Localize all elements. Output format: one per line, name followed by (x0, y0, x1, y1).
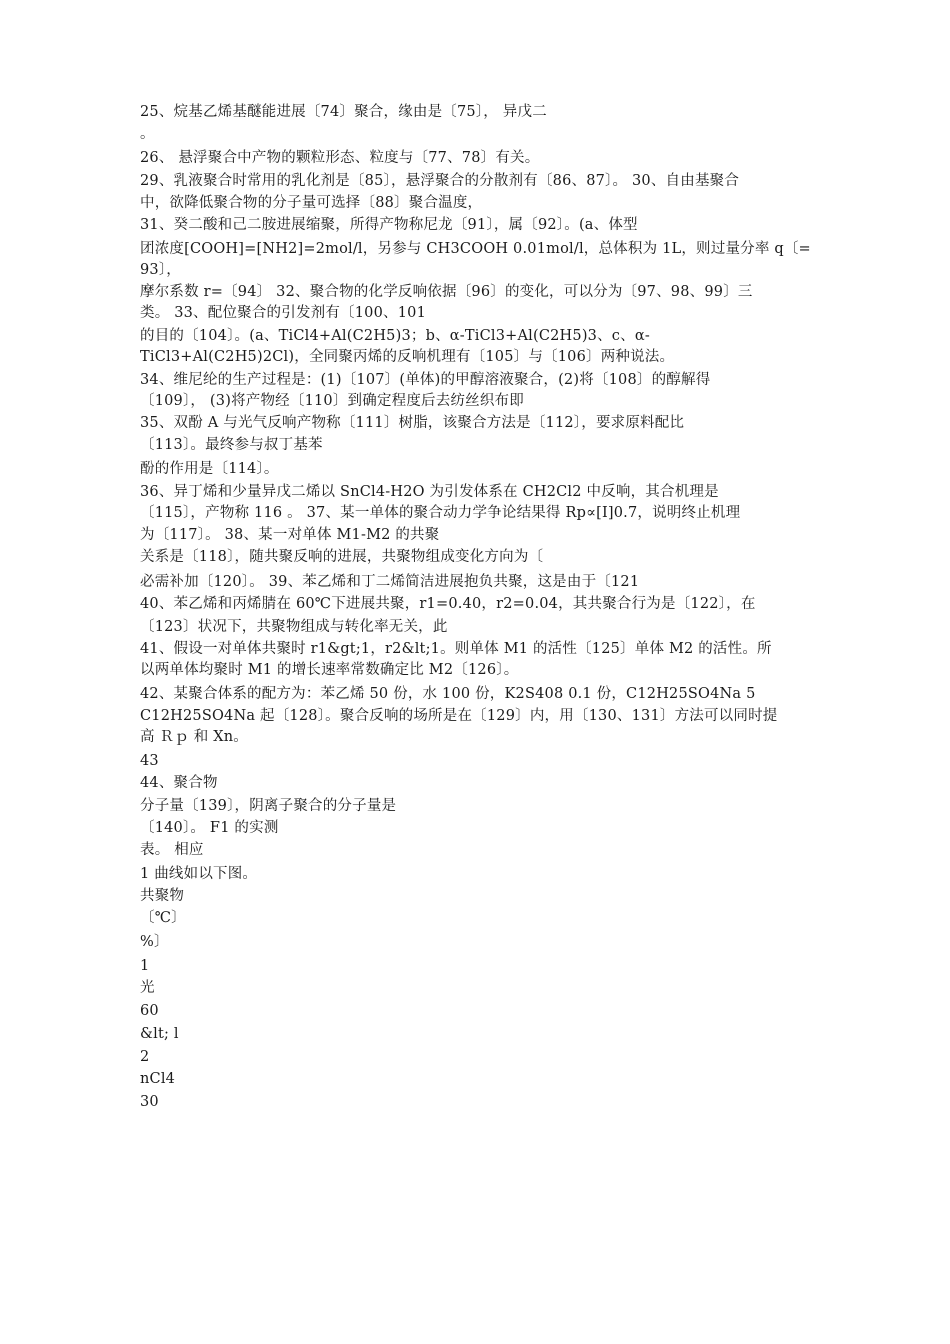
text-line: 为〔117〕。 38、某一对单体 M1-M2 的共聚 (140, 527, 440, 543)
text-line: 40、苯乙烯和丙烯腈在 60℃下进展共聚，r1=0.40，r2=0.04，其共聚合行为是〔122〕，在 (140, 596, 756, 612)
text-line: 44、聚合物 (140, 775, 218, 791)
text-line: 摩尔系数 r=〔94〕 32、聚合物的化学反响依据〔96〕的变化，可以分为〔97、98、99〕三 (140, 284, 753, 300)
text-line: 42、某聚合体系的配方为：苯乙烯 50 份，水 100 份，K2S408 0.1 份，C12H25SO4Na 5 (140, 686, 756, 702)
text-line: 必需补加〔120〕。 39、苯乙烯和丁二烯简洁进展抱负共聚，这是由于〔121 (140, 574, 640, 590)
text-line: 43 (140, 753, 159, 769)
text-line: 以两单体均聚时 M1 的增长速率常数确定比 M2〔126〕。 (140, 662, 519, 678)
text-line: 36、异丁烯和少量异戊二烯以 SnCl4-H2O 为引发体系在 CH2Cl2 中反响，其合机理是 (140, 484, 719, 500)
text-line: 〔113〕。最终参与叔丁基苯 (140, 437, 323, 453)
text-line: %〕 (140, 934, 169, 950)
text-line: 93〕， (140, 262, 182, 278)
text-line: 〔℃〕 (140, 910, 186, 926)
text-line: 表。 相应 (140, 842, 204, 858)
text-line: 的目的〔104〕。(a、TiCl4+Al(C2H5)3；b、α-TiCl3+Al(C2H5)3、c、α- (140, 328, 650, 344)
text-line: 共聚物 (140, 888, 185, 904)
text-line: 〔140〕。 F1 的实测 (140, 820, 279, 836)
text-line: 〔109〕， (3)将产物经〔110〕到确定程度后去纺丝织布即 (140, 393, 524, 409)
text-line: 〔115〕，产物称 116 。 37、某一单体的聚合动力学争论结果得 Rp∝[I]0.7，说明终止机理 (140, 505, 741, 521)
text-line: 2 (140, 1049, 150, 1065)
text-line: 31、癸二酸和己二胺进展缩聚，所得产物称尼龙〔91〕，属〔92〕。(a、体型 (140, 217, 638, 233)
text-line: 41、假设一对单体共聚时 r1&gt;1，r2&lt;1。则单体 M1 的活性〔125〕单体 M2 的活性。所 (140, 641, 772, 657)
text-line: 关系是〔118〕，随共聚反响的进展，共聚物组成变化方向为〔 (140, 549, 544, 565)
text-line: 25、烷基乙烯基醚能进展〔74〕聚合，缘由是〔75〕， 异戊二 (140, 104, 547, 120)
text-line: nCl4 (140, 1071, 176, 1087)
text-line: 26、 悬浮聚合中产物的颗粒形态、粒度与〔77、78〕有关。 (140, 150, 540, 166)
text-line: &lt; l (140, 1026, 179, 1042)
text-line: 29、乳液聚合时常用的乳化剂是〔85〕，悬浮聚合的分散剂有〔86、87〕。 30、自由基聚合 (140, 173, 740, 189)
text-line: 30 (140, 1094, 159, 1110)
text-line: 34、维尼纶的生产过程是：(1)〔107〕(单体)的甲醇溶液聚合，(2)将〔108〕的醇解得 (140, 372, 711, 388)
text-line: 团浓度[COOH]=[NH2]=2mol/l，另参与 CH3COOH 0.01mol/l，总体积为 1L，则过量分率 q〔= (140, 241, 811, 257)
text-line: 〔123〕状况下，共聚物组成与转化率无关，此 (140, 619, 448, 635)
text-line: C12H25SO4Na 起〔128〕。聚合反响的场所是在〔129〕内，用〔130、131〕方法可以同时提 (140, 708, 778, 724)
text-line: 类。 33、配位聚合的引发剂有〔100、101 (140, 305, 427, 321)
text-line: 中，欲降低聚合物的分子量可选择〔88〕聚合温度， (140, 195, 483, 211)
text-line: 。 (140, 126, 155, 142)
text-line: 分子量〔139〕，阴离子聚合的分子量是 (140, 798, 397, 814)
text-line: 35、双酚 A 与光气反响产物称〔111〕树脂，该聚合方法是〔112〕，要求原料配比 (140, 415, 685, 431)
text-line: 1 曲线如以下图。 (140, 866, 258, 882)
text-line: 光 (140, 980, 155, 996)
text-line: TiCl3+Al(C2H5)2Cl)，全同聚丙烯的反响机理有〔105〕与〔106〕两种说法。 (140, 349, 675, 365)
text-line: 酚的作用是〔114〕。 (140, 461, 279, 477)
text-line: 1 (140, 958, 150, 974)
text-line: 高 Ｒｐ 和 Xn。 (140, 729, 248, 745)
text-line: 60 (140, 1003, 159, 1019)
